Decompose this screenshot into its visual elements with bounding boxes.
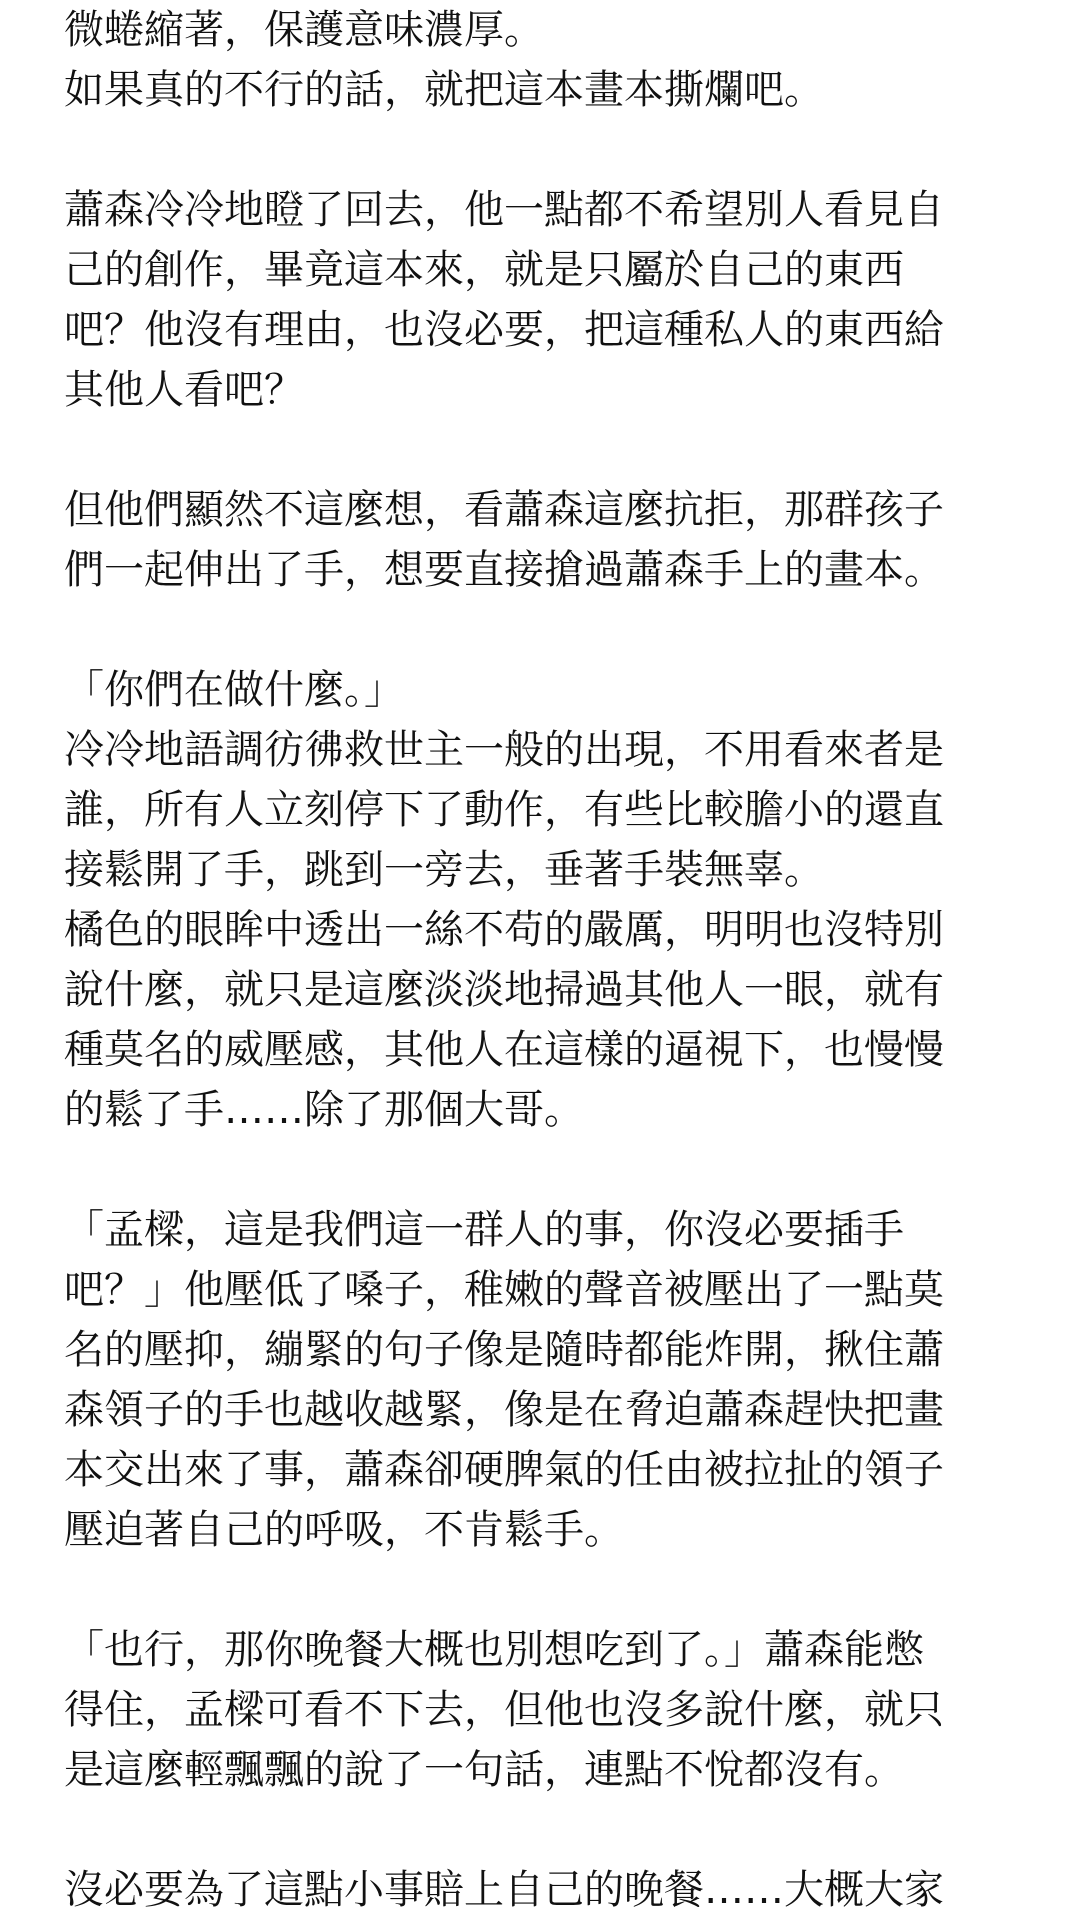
text-line: 本交出來了事，蕭森卻硬脾氣的任由被拉扯的領子 — [64, 1447, 944, 1493]
story-text — [64, 0, 1004, 1920]
text-line — [64, 1560, 1004, 1620]
text-line: 是這麼輕飄飄的說了一句話，連點不悅都沒有。 — [64, 1747, 904, 1793]
text-line: 種莫名的威壓感，其他人在這樣的逼視下，也慢慢 — [64, 1027, 944, 1073]
text-line: 壓迫著自己的呼吸，不肯鬆手。 — [64, 1507, 624, 1553]
text-line: 的鬆了手……除了那個大哥。 — [64, 1087, 584, 1133]
text-line: 「孟樑，這是我們這一群人的事，你沒必要插手 — [64, 1207, 904, 1253]
text-line: 己的創作，畢竟這本來，就是只屬於自己的東西 — [64, 247, 904, 293]
text-line: 吧？他沒有理由，也沒必要，把這種私人的東西給 — [64, 307, 944, 353]
text-line: 接鬆開了手，跳到一旁去，垂著手裝無辜。 — [64, 847, 824, 893]
text-line: 誰，所有人立刻停下了動作，有些比較膽小的還直 — [64, 787, 944, 833]
text-line: 橘色的眼眸中透出一絲不苟的嚴厲，明明也沒特別 — [64, 907, 944, 953]
text-line — [64, 600, 1004, 660]
text-line: 微蜷縮著，保護意味濃厚。 — [64, 7, 544, 53]
text-line — [64, 1800, 1004, 1860]
text-line — [64, 1140, 1004, 1200]
text-line: 名的壓抑，繃緊的句子像是隨時都能炸開，揪住蕭 — [64, 1327, 944, 1373]
text-line — [64, 420, 1004, 480]
text-line: 得住，孟樑可看不下去，但他也沒多說什麼，就只 — [64, 1687, 944, 1733]
text-line: 「你們在做什麼。」 — [64, 667, 404, 713]
text-line: 「也行，那你晚餐大概也別想吃到了。」蕭森能憋 — [64, 1627, 924, 1673]
text-line: 冷冷地語調彷彿救世主一般的出現，不用看來者是 — [64, 727, 944, 773]
text-line: 其他人看吧？ — [64, 367, 304, 413]
text-line: 但他們顯然不這麼想，看蕭森這麼抗拒，那群孩子 — [64, 487, 944, 533]
text-line: 蕭森冷冷地瞪了回去，他一點都不希望別人看見自 — [64, 187, 944, 233]
text-line: 說什麼，就只是這麼淡淡地掃過其他人一眼，就有 — [64, 967, 944, 1013]
text-line: 們一起伸出了手，想要直接搶過蕭森手上的畫本。 — [64, 547, 944, 593]
text-line: 吧？」他壓低了嗓子，稚嫩的聲音被壓出了一點莫 — [64, 1267, 944, 1313]
text-line — [64, 120, 1004, 180]
text-line: 如果真的不行的話，就把這本畫本撕爛吧。 — [64, 67, 824, 113]
text-line: 沒必要為了這點小事賠上自己的晚餐……大概大家 — [64, 1867, 944, 1913]
text-line: 森領子的手也越收越緊，像是在脅迫蕭森趕快把畫 — [64, 1387, 944, 1433]
